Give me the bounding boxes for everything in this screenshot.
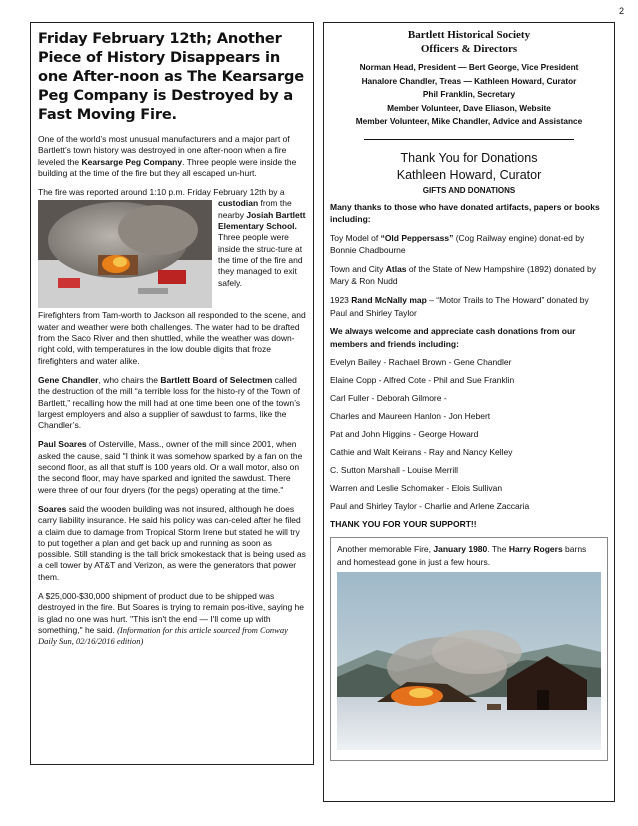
text: called the destruction of the mill “a terrible loss for the histo-ry of the Town of Bartlett,” recalling how the mill had at one time been one of the town’s largest employers and also a supplier of sawdust to farms, like the Chandler’s.: [38, 374, 301, 431]
fire-aerial-photo: [38, 200, 212, 308]
person-name: Gene Chandler: [38, 374, 99, 385]
item-name: Atlas: [385, 263, 407, 274]
donor-line: Evelyn Bailey - Rachael Brown - Gene Chandler: [330, 357, 512, 368]
thanks-heading: Thank You for Donations: [400, 150, 538, 165]
officers-heading: Officers & Directors: [420, 43, 518, 55]
donor-line: Charles and Maureen Hanlon - Jon Hebert: [330, 411, 491, 422]
society-box: [323, 22, 615, 802]
page-number: 2: [618, 6, 624, 16]
cash-donations-note: We always welcome and appreciate cash donations from our members and friends including:: [330, 326, 576, 349]
text: from the nearby: [218, 198, 292, 220]
donor-line: Warren and Leslie Schomaker - Elois Sullivan: [330, 483, 503, 494]
source-note: (Information for this article sourced from Conway Daily Sun, 02/16/2016 edition): [38, 624, 288, 647]
text: . Three people were inside the building at the time of the fire but they all escaped un-hurt.: [38, 156, 297, 178]
item-name: Rand McNally map: [351, 295, 427, 306]
article-paragraph: [38, 591, 306, 647]
company-name: Kearsarge Peg Company: [81, 156, 183, 167]
officer-line: Phil Franklin, Secretary: [422, 89, 516, 99]
text: 1923: [330, 295, 352, 306]
donor-line: Elaine Copp - Alfred Cote - Phil and Sue Franklin: [330, 375, 515, 386]
item-name: “Old Peppersass”: [380, 232, 454, 243]
caption-date: January 1980: [433, 544, 488, 555]
text: Another memorable Fire,: [337, 544, 434, 555]
person-name: Paul Soares: [38, 439, 87, 450]
fire-aerial-photo-graphic: [38, 200, 212, 308]
article-paragraph: [38, 375, 306, 431]
text: said the wooden building was not insured, although he does carry liability insurance. He said his policy was can-celed after he filed a claim due to damage from Tropical Storm Irene but stated he will try to put together a plan and get back up and running as soon as possible. Still standing is the tall brick smokestack that is being used as a cell tower by AT&T and Verizon, as were the generators that power them.: [38, 503, 306, 582]
text: , who chairs the: [98, 374, 161, 385]
society-title: Bartlett Historical Society: [407, 29, 531, 41]
text: – “Motor Trails to The Howard” donated by Paul and Shirley Taylor: [330, 295, 589, 318]
officer-line: Norman Head, President — Bert George, Vice President: [359, 62, 579, 72]
person-name: Soares: [38, 503, 67, 514]
text: (Cog Railway engine) donat-ed by Bonnie Chadbourne: [330, 232, 585, 256]
text: Toy Model of: [330, 232, 381, 243]
article-paragraph: Firefighters from Tam-worth to Jackson all responded to the scene, and water and weather were both challenges. The water had to be drafted from the Saco River and then shuttled, while the weather was down-right cold, with temperatures in the low double digits that froze firefighters and water alike.: [38, 310, 306, 366]
officer-line: Hanalore Chandler, Treas — Kathleen Howard, Curator: [361, 75, 577, 86]
support-thanks: THANK YOU FOR YOUR SUPPORT!!: [330, 519, 477, 530]
photo-caption-box: [330, 537, 608, 761]
officers-list: [330, 61, 608, 129]
text: . The: [487, 544, 509, 555]
fire-article-box: [30, 22, 314, 765]
article-paragraph: [38, 504, 306, 583]
text: A $25,000-$30,000 shipment of product due to be shipped was destroyed in the fire. But Soares is trying to remain pos-itive, saying he is glad no one was hurt. "This isn't the end — I'll come up with something," he said.: [38, 591, 304, 635]
text: barns and homestead gone in just a few hours.: [337, 544, 587, 567]
officer-line: Member Volunteer, Mike Chandler, Advice and Assistance: [355, 116, 583, 126]
donation-item: [330, 263, 608, 288]
article-paragraph: [38, 187, 306, 289]
donor-line: Paul and Shirley Taylor - Charlie and Arlene Zaccaria: [330, 501, 530, 512]
text: The fire was reported around 1:10 p.m. Friday February 12th by a: [38, 187, 285, 198]
text: of the State of New Hampshire (1892) donated by Mary & Ron Nudd: [330, 263, 597, 287]
officer-line: Member Volunteer, Dave Eliason, Website: [387, 102, 551, 113]
donor-line: Cathie and Walt Keirans - Ray and Nancy Kelley: [330, 447, 513, 458]
gifts-heading: GIFTS AND DONATIONS: [422, 185, 516, 195]
divider: [364, 139, 574, 140]
caption-name: Harry Rogers: [508, 544, 563, 555]
school-name: Josiah Bartlett Elementary School.: [218, 209, 306, 232]
donor-line: Carl Fuller - Deborah Gilmore -: [330, 393, 447, 404]
text: Town and City: [330, 263, 386, 274]
donation-item: [330, 232, 608, 257]
barn-fire-photo: [337, 572, 601, 750]
board-name: Bartlett Board of Selectmen: [160, 374, 273, 385]
text: One of the world’s most unusual manufacturers and a major part of Bartlett’s town history was destroyed in one after-noon when a fire leveled the: [38, 134, 290, 167]
custodian-text: custodian: [218, 198, 259, 209]
photo-caption: [337, 543, 601, 568]
donations-intro: Many thanks to those who have donated artifacts, papers or books including:: [330, 201, 600, 225]
article-paragraph: [38, 439, 306, 495]
article-paragraph: [38, 134, 306, 179]
text: of Osterville, Mass., owner of the mill since 2001, when asked the cause, said "I think it was somehow sparked by a fan on the second floor, as all that stuff is 100 years old. Or a wall motor, also on the second floor, may have sparked and ignited the sawdust. There were three of our four dryers (for the pegs) operating at the time.": [38, 439, 303, 495]
article-headline: Friday February 12th; Another Piece of History Disappears in one After-noon as The Kearsarge Peg Company is Destroyed by a Fast Moving Fire.: [38, 30, 304, 123]
donor-line: Pat and John Higgins - George Howard: [330, 429, 479, 440]
donor-line: C. Sutton Marshall - Louise Merrill: [330, 465, 459, 476]
text: Three people were inside the struc-ture at the time of the fire and they managed to exit safely.: [218, 232, 303, 288]
curator-heading: Kathleen Howard, Curator: [396, 167, 542, 182]
donation-item: [330, 294, 608, 319]
